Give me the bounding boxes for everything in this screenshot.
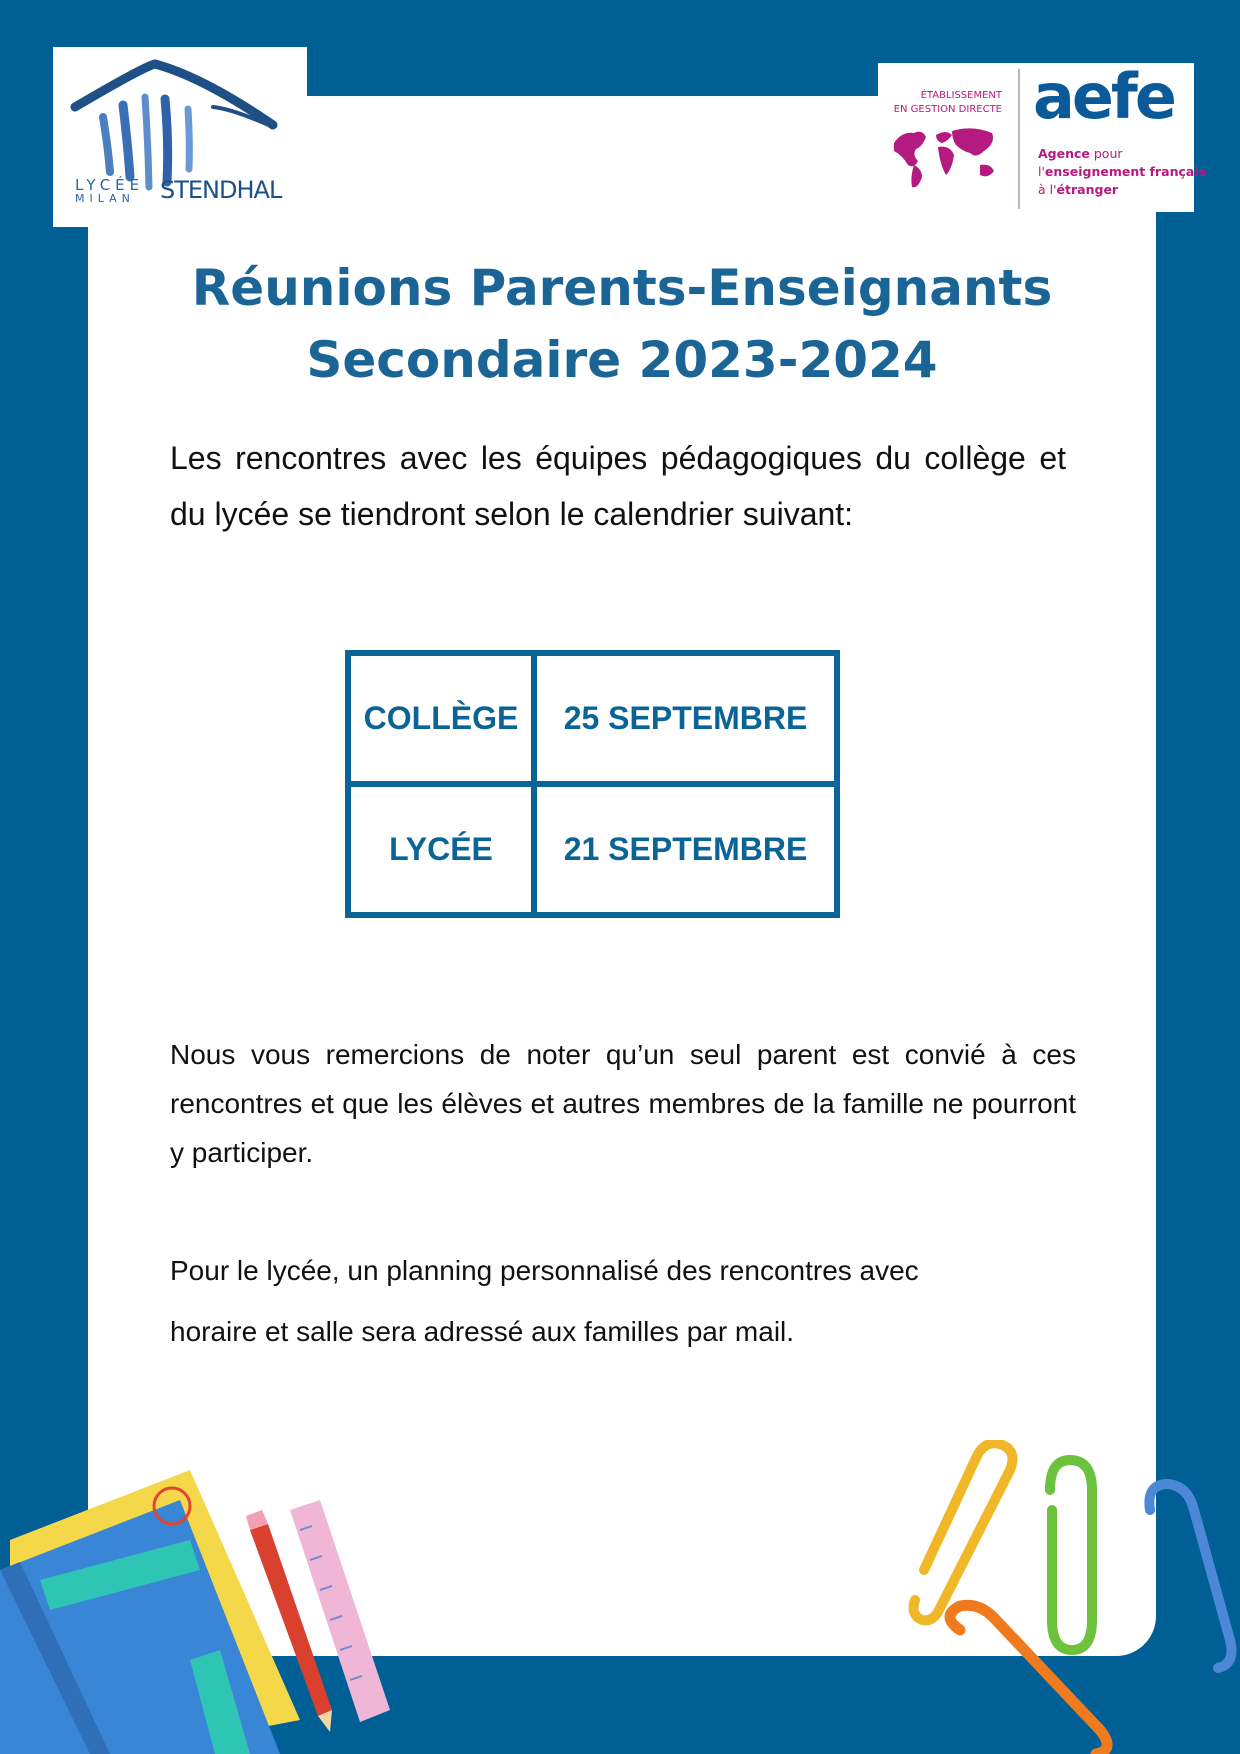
notebook-icon — [0, 1470, 300, 1754]
logo-text-stendhal: STENDHAL — [160, 176, 282, 204]
aefe-tagline-2: l'enseignement français — [1038, 164, 1207, 179]
logo-text-lycee: LYCÉE — [75, 176, 145, 194]
schedule-table — [345, 650, 840, 918]
page-title — [88, 252, 1156, 396]
aefe-badge-line-2: EN GESTION DIRECTE — [893, 104, 1002, 115]
aefe-badge-line-1: ÉTABLISSEMENT — [920, 90, 1002, 101]
date-cell: 25 SEPTEMBRE — [534, 653, 837, 784]
table-row — [348, 784, 837, 915]
logo-divider — [1018, 69, 1020, 209]
title-line-1: Réunions Parents-Enseignants — [191, 259, 1053, 317]
aefe-tagline-1: Agence pour — [1038, 146, 1123, 161]
title-line-2: Secondaire 2023-2024 — [306, 331, 938, 389]
lycee-note-paragraph: Pour le lycée, un planning personnalisé des rencontres avec horaire et salle sera adressé aux familles par mail. — [170, 1255, 919, 1347]
aefe-logo — [878, 60, 1207, 212]
level-cell: COLLÈGE — [348, 653, 534, 784]
table-row — [348, 653, 837, 784]
notice-paragraph: Nous vous remercions de noter qu’un seul parent est convié à ces rencontres et que les élèves et autres membres de la famille ne pourront y participer. — [170, 1039, 1076, 1168]
school-supplies-illustration — [0, 1460, 400, 1754]
intro-paragraph: Les rencontres avec les équipes pédagogiques du collège et du lycée se tiendront selon le calendrier suivant: — [170, 440, 1066, 532]
paperclips-illustration — [900, 1440, 1240, 1754]
aefe-wordmark: aefe — [1033, 60, 1174, 133]
date-cell: 21 SEPTEMBRE — [534, 784, 837, 915]
ruler-icon — [290, 1500, 390, 1722]
lycee-stendhal-logo — [53, 47, 307, 227]
level-cell: LYCÉE — [348, 784, 534, 915]
world-map-icon — [892, 125, 1000, 195]
logo-text-milan: MILAN — [75, 192, 135, 205]
aefe-tagline-3: à l'étranger — [1038, 182, 1119, 197]
paperclip-icon — [914, 1443, 1232, 1754]
